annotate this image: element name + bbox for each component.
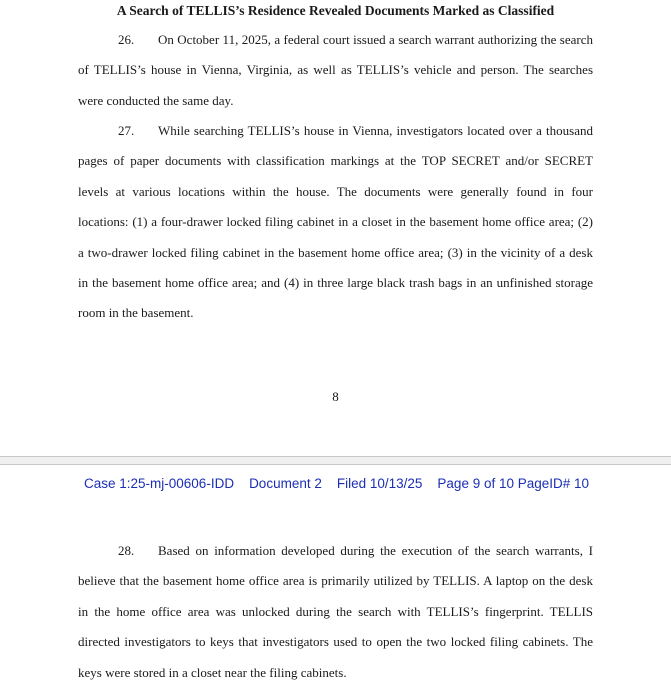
page-break-divider bbox=[0, 456, 671, 465]
page-number: 8 bbox=[332, 389, 339, 404]
case-number: Case 1:25-mj-00606-IDD bbox=[84, 476, 235, 491]
paragraph-27 bbox=[78, 116, 593, 329]
paragraph-text: Based on information developed during the execution of the search warrants, I believe that the basement home office area is primarily utilized by TELLIS. A laptop on the desk in the home office area was unlocked during the search with TELLIS’s fingerprint. TELLIS directed investigators to keys that investigators used to open the two locked filing cabinets. The keys were stored in a closet near the filing cabinets. bbox=[78, 543, 593, 680]
page-id: Page 9 of 10 PageID# 10 bbox=[437, 476, 590, 491]
paragraph-number: 28. bbox=[118, 543, 135, 558]
case-header bbox=[84, 476, 604, 491]
filed-date: Filed 10/13/25 bbox=[336, 476, 423, 491]
section-heading: A Search of TELLIS’s Residence Revealed Documents Marked as Classified bbox=[116, 3, 555, 18]
paragraph-number: 26. bbox=[118, 32, 135, 47]
paragraph-text: While searching TELLIS’s house in Vienna, investigators located over a thousand pages of paper documents with classification markings at the TOP SECRET and/or SECRET levels at various locations within the house. The documents were generally found in four locations: (1) a four-drawer locked filing cabinet in a closet in the basement home office area; (2) a two-drawer locked filing cabinet in the basement home office area; (3) in the vicinity of a desk in the basement home office area; and (4) in three large black trash bags in an unfinished storage room in the basement. bbox=[78, 123, 593, 321]
paragraph-26 bbox=[78, 25, 593, 116]
paragraph-28 bbox=[78, 536, 593, 688]
paragraph-text: On October 11, 2025, a federal court issued a search warrant authorizing the search of TELLIS’s house in Vienna, Virginia, as well as TELLIS’s vehicle and person. The searches were conducted the same day. bbox=[78, 32, 593, 108]
paragraph-number: 27. bbox=[118, 123, 135, 138]
document-number: Document 2 bbox=[249, 476, 322, 491]
